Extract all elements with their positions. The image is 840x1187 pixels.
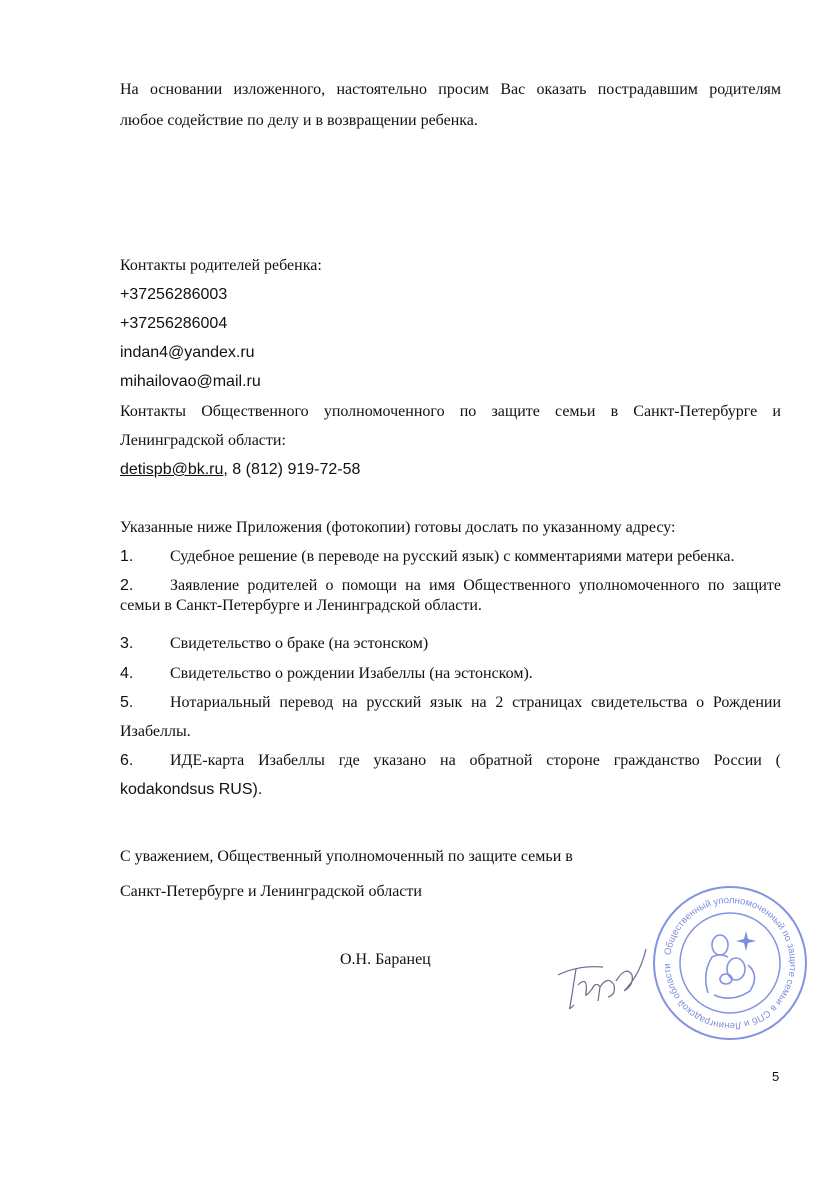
- phone-1: +37256286003: [120, 286, 228, 303]
- ombudsman-email-link[interactable]: detispb@bk.ru: [120, 461, 224, 478]
- signatory-name: О.Н. Баранец: [340, 951, 431, 968]
- phone-2: +37256286004: [120, 315, 228, 332]
- attachment-text: Свидетельство о браке (на эстонском): [170, 635, 429, 652]
- intro-line-2: любое содействие по делу и в возвращении ребенка.: [120, 112, 478, 129]
- page-number: 5: [772, 1069, 780, 1084]
- attachment-item-5-cont: Изабеллы.: [120, 723, 191, 740]
- closing-line-2: Санкт-Петербурге и Ленинградской области: [120, 883, 422, 900]
- attachment-number: 1.: [120, 548, 134, 565]
- attachment-item-1: [120, 549, 781, 565]
- organization-stamp: [650, 883, 810, 1043]
- signature: [548, 935, 658, 1015]
- intro-line-1: На основании изложенного, настоятельно просим Вас оказать пострадавшим родителям: [120, 81, 781, 98]
- email-2: mihailovao@mail.ru: [120, 373, 261, 390]
- attachment-item-2: [120, 578, 781, 594]
- ombudsman-contact-line: [120, 462, 781, 478]
- attachment-item-5: [120, 695, 781, 711]
- closing-line-1: С уважением, Общественный уполномоченный по защите семьи в: [120, 848, 573, 865]
- attachments-heading: Указанные ниже Приложения (фотокопии) готовы дослать по указанному адресу:: [120, 519, 676, 536]
- ombudsman-contacts-line-2: Ленинградской области:: [120, 432, 286, 449]
- attachment-text: ИДЕ-карта Изабеллы где указано на обратной стороне гражданство России (: [170, 752, 781, 769]
- attachment-item-2-cont: семьи в Санкт-Петербурге и Ленинградской области.: [120, 597, 482, 614]
- attachment-item-6: [120, 753, 781, 769]
- attachment-text: Нотариальный перевод на русский язык на 2 страницах свидетельства о Рождении: [170, 694, 781, 711]
- attachment-item-4: [120, 666, 781, 682]
- ombudsman-phone: , 8 (812) 919-72-58: [223, 461, 361, 478]
- attachment-text: Судебное решение (в переводе на русский язык) с комментариями матери ребенка.: [170, 548, 735, 565]
- attachment-number: 6.: [120, 752, 134, 769]
- email-1: indan4@yandex.ru: [120, 344, 255, 361]
- contacts-heading: Контакты родителей ребенка:: [120, 257, 322, 274]
- attachment-number: 5.: [120, 694, 134, 711]
- attachment-item-3: [120, 636, 781, 652]
- attachment-item-6-cont: kodakondsus RUS).: [120, 781, 263, 798]
- attachment-text: Свидетельство о рождении Изабеллы (на эстонском).: [170, 665, 533, 682]
- attachment-number: 2.: [120, 577, 134, 594]
- attachment-text: Заявление родителей о помощи на имя Общественного уполномоченного по защите: [170, 577, 781, 594]
- stamp-text: Общественный уполномоченный по защите семьи в СПб и Ленинградской области: [661, 894, 799, 1032]
- attachment-number: 4.: [120, 665, 134, 682]
- ombudsman-contacts-line-1: Контакты Общественного уполномоченного по защите семьи в Санкт-Петербурге и: [120, 403, 781, 420]
- attachment-number: 3.: [120, 635, 134, 652]
- svg-text:Общественный уполномоченный по: [662, 895, 798, 1031]
